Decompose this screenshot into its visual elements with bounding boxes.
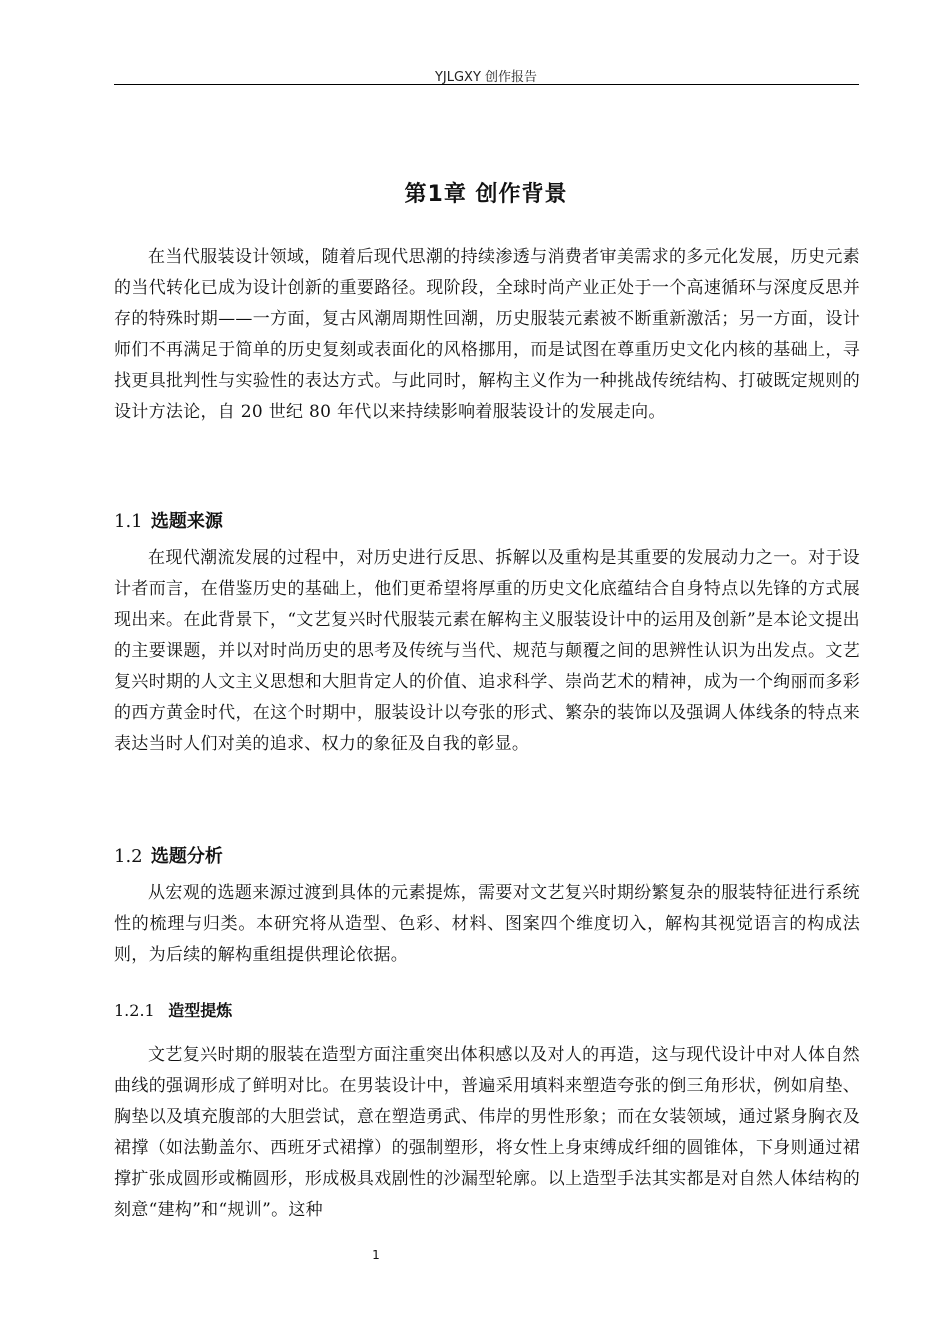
subsection-title: 造型提炼 xyxy=(168,1001,233,1020)
section-heading-1-2 xyxy=(114,845,858,869)
intro-paragraph: 在当代服装设计领域，随着后现代思潮的持续渗透与消费者审美需求的多元化发展，历史元素的当代转化已成为设计创新的重要路径。现阶段，全球时尚产业正处于一个高速循环与深度反思并存的特殊时期——一方面，复古风潮周期性回潮，历史服装元素被不断重新激活；另一方面，设计师们不再满足于简单的历史复刻或表面化的风格挪用，而是试图在尊重历史文化内核的基础上，寻找更具批判性与实验性的表达方式。与此同时，解构主义作为一种挑战传统结构、打破既定规则的设计方法论，自 20 世纪 80 年代以来持续影响着服装设计的发展走向。 xyxy=(114,247,860,422)
section-1-1-paragraph: 在现代潮流发展的过程中，对历史进行反思、拆解以及重构是其重要的发展动力之一。对于设计者而言，在借鉴历史的基础上，他们更希望将厚重的历史文化底蕴结合自身特点以先锋的方式展现出来。在此背景下，“文艺复兴时代服装元素在解构主义服装设计中的运用及创新”是本论文提出的主要课题，并以对时尚历史的思考及传统与当代、规范与颠覆之间的思辨性认识为出发点。文艺复兴时期的人文主义思想和大胆肯定人的价值、追求科学、崇尚艺术的精神，成为一个绚丽而多彩的西方黄金时代，在这个时期中，服装设计以夸张的形式、繁杂的装饰以及强调人体线条的特点来表达当时人们对美的追求、权力的象征及自我的彰显。 xyxy=(114,548,860,754)
header-divider xyxy=(114,84,859,85)
section-1-2-paragraph: 从宏观的选题来源过渡到具体的元素提炼，需要对文艺复兴时期纷繁复杂的服装特征进行系统性的梳理与归类。本研究将从造型、色彩、材料、图案四个维度切入，解构其视觉语言的构成法则，为后续的解构重组提供理论依据。 xyxy=(114,883,860,965)
section-1-2-1-paragraph: 文艺复兴时期的服装在造型方面注重突出体积感以及对人的再造，这与现代设计中对人体自然曲线的强调形成了鲜明对比。在男装设计中，普遍采用填料来塑造夸张的倒三角形状，例如肩垫、胸垫以及填充腹部的大胆尝试，意在塑造勇武、伟岸的男性形象；而在女装领域，通过紧身胸衣及裙撑（如法勤盖尔、西班牙式裙撑）的强制塑形，将女性上身束缚成纤细的圆锥体，下身则通过裙撑扩张成圆形或椭圆形，形成极具戏剧性的沙漏型轮廓。以上造型手法其实都是对自然人体结构的刻意“建构”和“规训”。这种 xyxy=(114,1045,860,1220)
section-number: 1.1 xyxy=(114,511,143,532)
subsection-number: 1.2.1 xyxy=(114,1001,155,1020)
section-number: 1.2 xyxy=(114,846,143,867)
subsection-heading-1-2-1 xyxy=(114,1000,858,1022)
running-header: YJLGXY 创作报告 xyxy=(434,70,538,85)
section-heading-1-1 xyxy=(114,510,858,534)
section-title: 选题来源 xyxy=(150,511,223,532)
chapter-title: 第1章 创作背景 xyxy=(404,182,568,207)
page-number: 1 xyxy=(372,1248,380,1262)
section-title: 选题分析 xyxy=(150,846,223,867)
